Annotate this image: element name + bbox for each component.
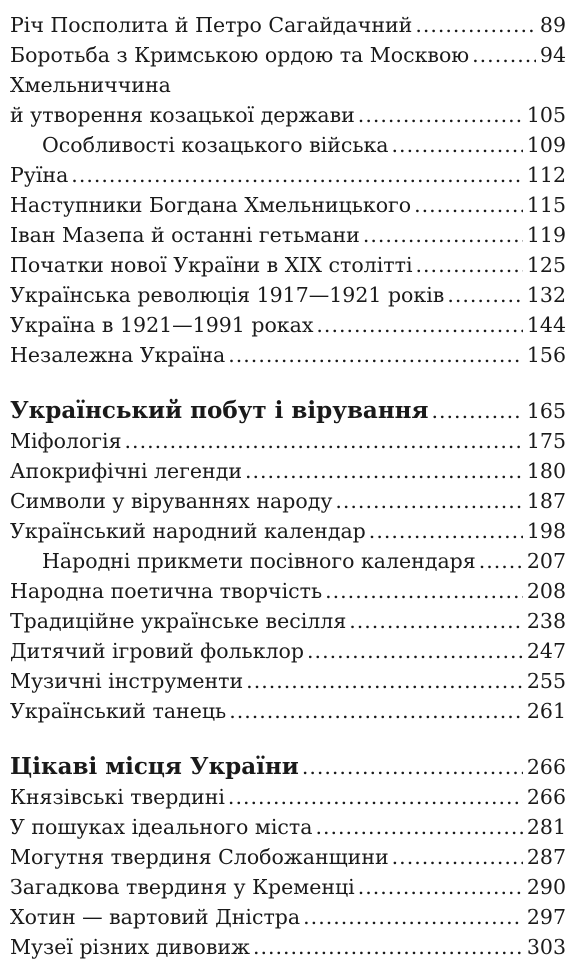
dot-leader [415,10,536,40]
toc-entry-title: Символи у віруваннях народу [10,489,333,513]
toc-entry[interactable] [10,190,566,220]
toc-entry-title: Народна поетична творчість [10,579,323,603]
toc-entry[interactable] [10,516,566,546]
dot-leader [432,396,523,426]
dot-leader [363,220,523,250]
toc-entry-page: 303 [526,935,566,959]
toc-entry-page: 144 [526,313,566,337]
dot-leader [416,250,523,280]
toc-entry-title: Наступники Богдана Хмельницького [10,193,412,217]
toc-entry[interactable] [10,872,566,902]
toc-entry-title: Традиційне українське весілля [10,609,347,633]
toc-entry[interactable] [10,902,566,932]
dot-leader [349,606,523,636]
toc-entry[interactable] [10,160,566,190]
toc-entry-page: 109 [526,133,566,157]
dot-leader [253,932,523,962]
dot-leader [392,842,523,872]
toc-entry-page: 94 [539,43,566,67]
dot-leader [472,40,536,70]
toc-entry-page: 132 [526,283,566,307]
toc-entry-title: Князівські твердині [10,785,225,809]
toc-entry[interactable] [10,666,566,696]
toc-entry[interactable] [10,636,566,666]
toc-entry-title: У пошуках ідеального міста [10,815,313,839]
dot-leader [358,872,523,902]
toc-entry-title: Український танець [10,699,227,723]
toc-entry-page: 115 [526,193,566,217]
toc-entry-page: 247 [526,639,566,663]
toc-entry-title: Міфологія [10,429,122,453]
dot-leader [358,100,523,130]
dot-leader [316,310,522,340]
toc-entry[interactable] [10,456,566,486]
toc-entry-title: й утворення козацької держави [10,103,355,127]
toc-entry[interactable] [10,280,566,310]
dot-leader [125,426,523,456]
toc-entry-title: Початки нової України в ХІХ столітті [10,253,413,277]
toc-entry[interactable] [10,40,566,70]
toc-section-title: Цікаві місця України [10,753,299,780]
toc-subentry[interactable] [10,130,566,160]
section-gap [10,726,566,752]
toc-entry-page: 290 [526,875,566,899]
toc-section-page: 266 [526,755,566,779]
toc-entry-page: 180 [526,459,566,483]
toc-entry-title: Музеї різних дивовиж [10,935,250,959]
toc-entry-page: 266 [526,785,566,809]
toc-entry[interactable] [10,426,566,456]
dot-leader [479,546,523,576]
toc-entry[interactable] [10,932,566,962]
toc-entry-page: 156 [526,343,566,367]
toc-entry-title: Україна в 1921—1991 роках [10,313,314,337]
toc-entry[interactable] [10,340,566,370]
toc-entry[interactable] [10,576,566,606]
toc-entry[interactable] [10,842,566,872]
toc-section-heading[interactable] [10,396,566,426]
toc-entry-page: 198 [526,519,566,543]
toc-entry-title: Іван Мазепа й останні гетьмани [10,223,360,247]
toc-entry[interactable] [10,310,566,340]
dot-leader [246,666,523,696]
toc-entry[interactable] [10,782,566,812]
dot-leader [71,160,523,190]
dot-leader [245,456,523,486]
toc-entry-title-line1[interactable]: Хмельниччина [10,73,171,97]
dot-leader [228,340,523,370]
toc-entry-title: Музичні інструменти [10,669,244,693]
dot-leader [392,130,523,160]
toc-entry-title: Український народний календар [10,519,366,543]
toc-entry-title: Руїна [10,163,69,187]
table-of-contents [10,10,566,962]
toc-entry-page: 297 [526,905,566,929]
section-gap [10,370,566,396]
toc-section-title: Український побут і вірування [10,397,429,424]
toc-entry-page: 105 [526,103,566,127]
toc-entry-title: Українська революція 1917—1921 років [10,283,445,307]
dot-leader [315,812,522,842]
toc-entry-page: 89 [539,13,566,37]
toc-entry-title: Незалежна Україна [10,343,226,367]
toc-entry[interactable] [10,812,566,842]
dot-leader [302,752,523,782]
toc-entry-page: 187 [526,489,566,513]
toc-entry-title: Особливості козацького війська [42,133,389,157]
toc-entry-title: Могутня твердиня Слобожанщини [10,845,389,869]
toc-entry-page: 238 [526,609,566,633]
toc-entry-page: 208 [526,579,566,603]
toc-entry-page: 119 [526,223,566,247]
toc-entry[interactable] [10,606,566,636]
dot-leader [307,636,523,666]
toc-entry-page: 261 [526,699,566,723]
toc-entry-title: Апокрифічні легенди [10,459,242,483]
toc-section-heading[interactable] [10,752,566,782]
toc-entry[interactable] [10,10,566,40]
toc-entry-page: 112 [526,163,566,187]
toc-entry-page: 255 [526,669,566,693]
toc-entry-title: Боротьба з Кримською ордою та Москвою [10,43,470,67]
toc-section-page: 165 [526,399,566,423]
toc-entry-page: 125 [526,253,566,277]
toc-entry[interactable] [10,220,566,250]
toc-entry-page: 207 [526,549,566,573]
dot-leader [303,902,523,932]
toc-entry-page: 175 [526,429,566,453]
toc-subentry[interactable] [10,546,566,576]
toc-entry-page: 287 [526,845,566,869]
toc-entry-page: 281 [526,815,566,839]
toc-entry-title: Загадкова твердиня у Кременці [10,875,355,899]
toc-entry[interactable] [10,250,566,280]
toc-entry[interactable] [10,696,566,726]
toc-entry[interactable] [10,100,566,130]
toc-entry-title: Річ Посполита й Петро Сагайдачний [10,13,413,37]
dot-leader [335,486,522,516]
dot-leader [414,190,523,220]
toc-entry-title: Дитячий ігровий фольклор [10,639,305,663]
dot-leader [229,696,523,726]
dot-leader [325,576,523,606]
dot-leader [228,782,523,812]
toc-entry[interactable] [10,486,566,516]
toc-entry-title: Народні прикмети посівного календаря [42,549,476,573]
dot-leader [369,516,523,546]
toc-entry-title: Хотин — вартовий Дністра [10,905,301,929]
dot-leader [447,280,523,310]
